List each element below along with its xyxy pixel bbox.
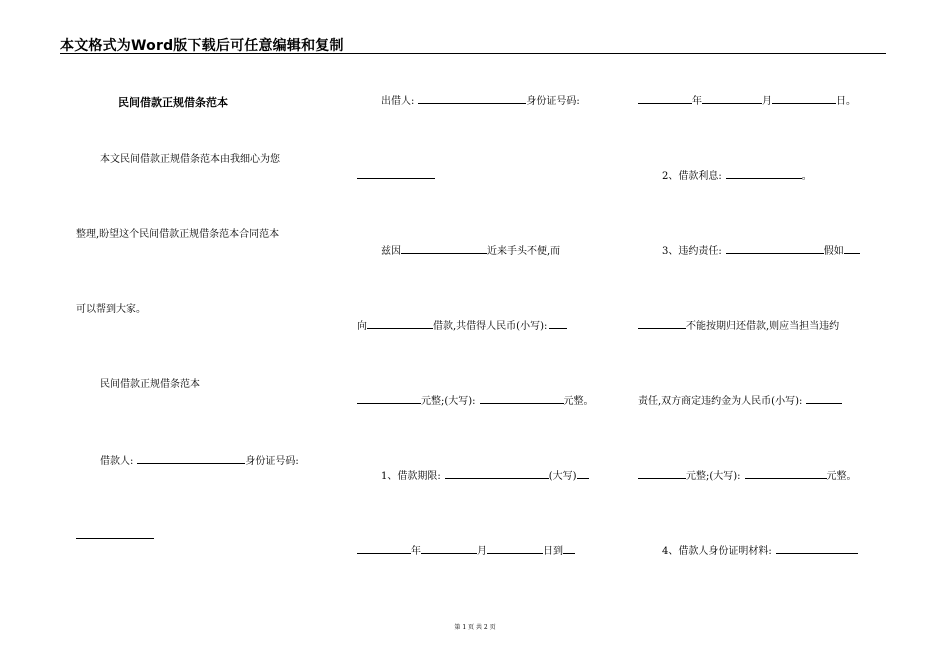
overdue-blank (638, 319, 686, 329)
borrower-id-blank (76, 529, 154, 539)
intro-line-1: 本文民间借款正规借条范本由我细心为您 (100, 154, 280, 165)
penalty-yuan-end-label: 元整。 (826, 471, 857, 482)
end-month-blank (702, 94, 762, 104)
yuan-big-label: 元整;(大写): (421, 396, 476, 407)
lender-id-label: 身份证号码: (526, 96, 580, 107)
end-year-label: 年 (692, 96, 702, 107)
penalty-if-label: 假如 (823, 246, 844, 257)
document-title: 民间借款正规借条范本 (118, 96, 228, 109)
date-end-line (638, 94, 856, 108)
borrower-line (100, 454, 299, 468)
id-material-line (662, 544, 858, 558)
borrower-label: 借款人: (100, 456, 134, 467)
penalty-yuan-big-label: 元整;(大写): (686, 471, 741, 482)
intro-line-3: 可以帮到大家。 (76, 304, 146, 315)
penalty-line (662, 244, 860, 258)
lender-name-blank (418, 94, 526, 104)
liability-line (638, 394, 842, 408)
period-label: 1、借款期限: (381, 471, 441, 482)
borrower-name-blank (137, 454, 245, 464)
id-material-label: 4、借款人身份证明材料: (662, 546, 772, 557)
penalty-small-cont-blank (638, 469, 686, 479)
reason-prefix: 兹因 (381, 246, 401, 257)
to-prefix: 向 (357, 321, 367, 332)
header-title: 本文格式为Word版下载后可任意编辑和复制 (60, 38, 344, 54)
penalty-blank (726, 244, 824, 254)
period-big-label: (大写) (548, 471, 577, 482)
subheading: 民间借款正规借条范本 (100, 379, 200, 390)
date-start-line (357, 544, 575, 558)
lender-line (381, 94, 580, 108)
lender-label: 出借人: (381, 96, 415, 107)
amount-big-line (357, 394, 594, 408)
page-footer: 第 1 页 共 2 页 (454, 624, 496, 631)
day-to-label: 日到 (543, 546, 563, 557)
period-big-blank (577, 469, 589, 479)
end-day-label: 日。 (836, 96, 856, 107)
lender-id-line (357, 169, 435, 183)
start-year-label: 年 (411, 546, 421, 557)
period-line (381, 469, 589, 483)
start-year-blank (357, 544, 411, 554)
overdue-line (638, 319, 839, 333)
start-month-blank (421, 544, 477, 554)
column-3 (638, 0, 886, 620)
amount-small-blank (549, 319, 567, 329)
end-day-blank (772, 94, 836, 104)
period-blank (445, 469, 549, 479)
interest-label: 2、借款利息: (662, 171, 722, 182)
intro-line-2: 整理,盼望这个民间借款正规借条范本合同范本 (76, 229, 280, 240)
lender-id-blank (357, 169, 435, 179)
reason-blank (401, 244, 487, 254)
yuan-end-label: 元整。 (563, 396, 594, 407)
penalty-label: 3、违约责任: (662, 246, 722, 257)
amount-small-cont-blank (357, 394, 421, 404)
overdue-text: 不能按期归还借款,则应当担当违约 (686, 321, 840, 332)
penalty-big-blank (745, 469, 827, 479)
id-material-blank (776, 544, 858, 554)
liability-text: 责任,双方商定违约金为人民币(小写): (638, 396, 803, 407)
penalty-small-blank (806, 394, 842, 404)
penalty-amount-line (638, 469, 857, 483)
interest-blank (726, 169, 802, 179)
borrow-amount-line (357, 319, 567, 333)
start-month-label: 月 (477, 546, 487, 557)
borrower-id-line (76, 529, 154, 543)
interest-line (662, 169, 812, 183)
borrower-id-label: 身份证号码: (245, 456, 299, 467)
end-date-blank (563, 544, 575, 554)
end-year-blank (638, 94, 692, 104)
reason-line (381, 244, 560, 258)
end-month-label: 月 (762, 96, 772, 107)
borrow-small-label: 借款,共借得人民币(小写): (433, 321, 548, 332)
interest-period: 。 (801, 171, 812, 182)
lender-to-blank (367, 319, 433, 329)
start-day-blank (487, 544, 543, 554)
reason-suffix: 近来手头不便,而 (487, 246, 561, 257)
column-2 (357, 0, 617, 620)
amount-big-blank (480, 394, 564, 404)
column-1 (76, 0, 336, 620)
penalty-if-blank (844, 244, 860, 254)
